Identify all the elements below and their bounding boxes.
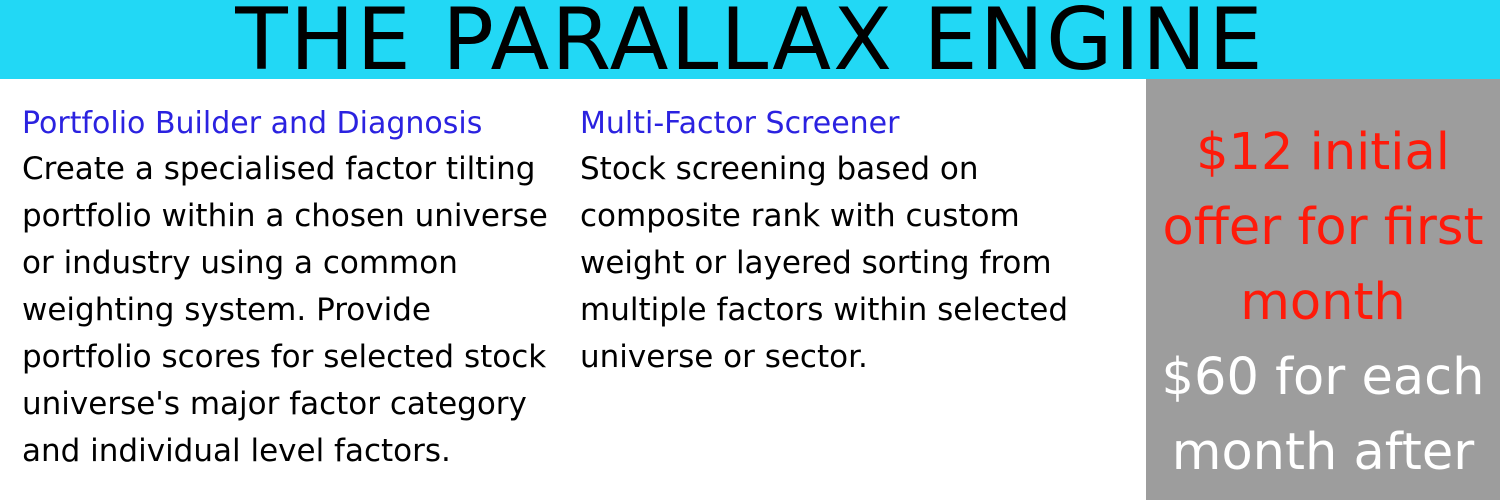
monthly-price — [1146, 340, 1500, 490]
feature-portfolio-builder — [22, 102, 567, 475]
offer-line: month — [1240, 273, 1406, 332]
feature-description: Stock screening based on composite rank with custom weight or layered sorting from multiple factors within selected universe or sector. — [580, 151, 1069, 375]
feature-heading: Multi-Factor Screener — [580, 106, 900, 141]
feature-multi-factor-screener — [580, 102, 1120, 381]
offer-line: $12 initial — [1196, 123, 1450, 182]
feature-heading: Portfolio Builder and Diagnosis — [22, 106, 483, 141]
page-title: THE PARALLAX ENGINE — [235, 0, 1265, 79]
offer-line: offer for first — [1162, 198, 1484, 257]
pricing-panel — [1146, 79, 1500, 500]
initial-offer-price — [1146, 115, 1500, 340]
regular-price-line: $60 for each — [1161, 348, 1485, 407]
feature-description: Create a specialised factor tilting portfolio within a chosen universe or industry using a common weighting system. Provide portfolio scores for selected stock universe's major factor category and individual level factors. — [22, 151, 548, 469]
regular-price-line: month after — [1171, 423, 1475, 482]
title-banner — [0, 0, 1500, 79]
